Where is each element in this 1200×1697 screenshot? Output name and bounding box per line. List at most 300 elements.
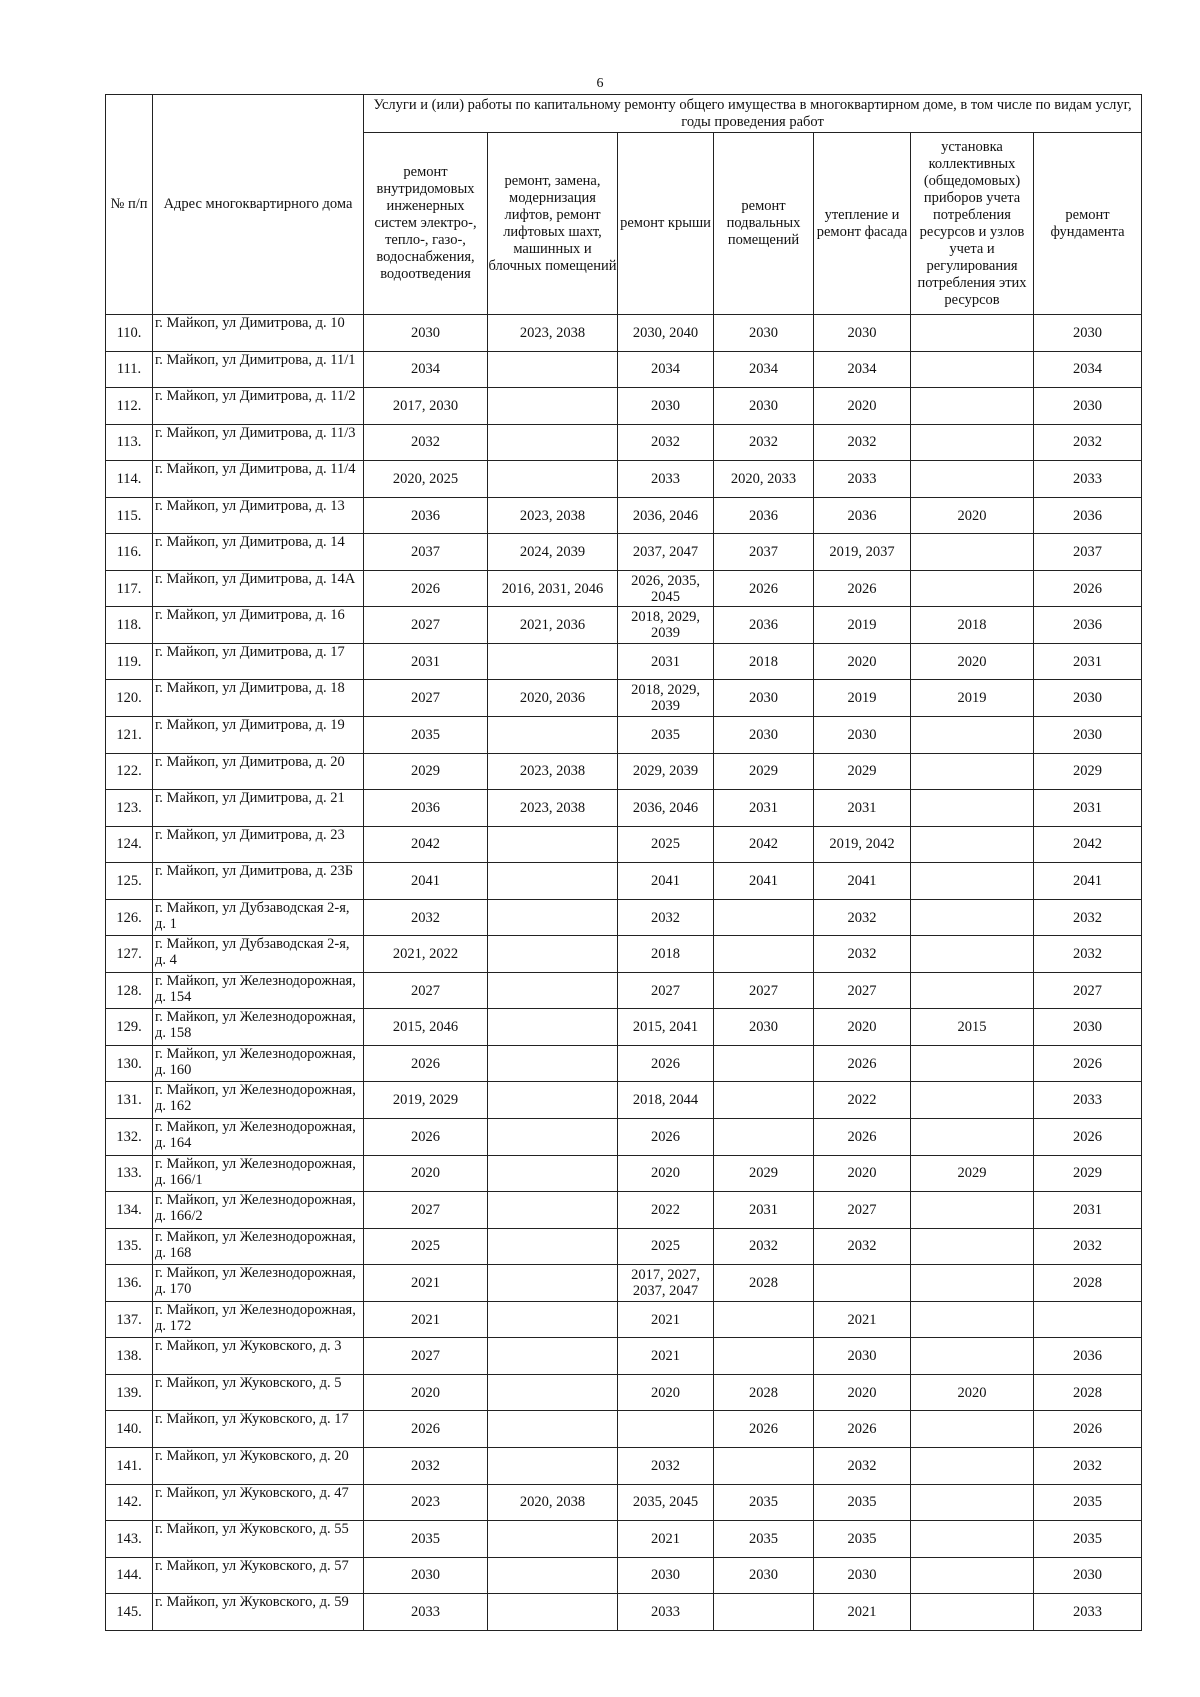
cell-facade: 2030 — [814, 1338, 911, 1375]
table-row — [106, 1045, 1142, 1082]
cell-meters — [911, 1521, 1034, 1558]
cell-meters — [911, 1484, 1034, 1521]
cell-meters — [911, 1411, 1034, 1448]
table-row — [106, 315, 1142, 352]
row-number: 139. — [106, 1374, 153, 1411]
cell-foundation: 2032 — [1034, 1228, 1142, 1265]
cell-engineering-systems: 2030 — [364, 1557, 488, 1594]
row-number: 136. — [106, 1265, 153, 1302]
cell-engineering-systems: 2036 — [364, 497, 488, 534]
cell-elevators — [488, 1338, 618, 1375]
cell-meters — [911, 1045, 1034, 1082]
cell-facade: 2029 — [814, 753, 911, 790]
cell-roof: 2033 — [618, 461, 714, 498]
cell-basement: 2030 — [714, 315, 814, 352]
table-row — [106, 1009, 1142, 1046]
cell-meters: 2020 — [911, 643, 1034, 680]
row-number: 141. — [106, 1447, 153, 1484]
cell-basement: 2032 — [714, 424, 814, 461]
row-number: 118. — [106, 607, 153, 644]
cell-foundation: 2029 — [1034, 753, 1142, 790]
cell-basement: 2036 — [714, 607, 814, 644]
cell-foundation: 2026 — [1034, 1119, 1142, 1156]
cell-roof: 2034 — [618, 351, 714, 388]
cell-facade: 2020 — [814, 1009, 911, 1046]
cell-elevators — [488, 936, 618, 973]
cell-engineering-systems: 2027 — [364, 607, 488, 644]
row-number: 111. — [106, 351, 153, 388]
cell-engineering-systems: 2027 — [364, 1192, 488, 1229]
cell-foundation: 2033 — [1034, 1082, 1142, 1119]
cell-facade: 2035 — [814, 1521, 911, 1558]
row-number: 131. — [106, 1082, 153, 1119]
row-address: г. Майкоп, ул Жуковского, д. 57 — [153, 1557, 364, 1594]
table-row — [106, 1265, 1142, 1302]
cell-basement: 2035 — [714, 1484, 814, 1521]
cell-meters — [911, 1301, 1034, 1338]
cell-roof: 2032 — [618, 899, 714, 936]
cell-engineering-systems: 2026 — [364, 1119, 488, 1156]
cell-basement: 2035 — [714, 1521, 814, 1558]
row-number: 119. — [106, 643, 153, 680]
row-address: г. Майкоп, ул Жуковского, д. 5 — [153, 1374, 364, 1411]
cell-meters — [911, 1265, 1034, 1302]
cell-elevators — [488, 461, 618, 498]
cell-engineering-systems: 2026 — [364, 1045, 488, 1082]
table-row — [106, 1447, 1142, 1484]
cell-roof: 2036, 2046 — [618, 497, 714, 534]
row-number: 128. — [106, 972, 153, 1009]
row-number: 117. — [106, 570, 153, 607]
table-row — [106, 899, 1142, 936]
cell-elevators — [488, 1521, 618, 1558]
row-number: 115. — [106, 497, 153, 534]
row-address: г. Майкоп, ул Димитрова, д. 17 — [153, 643, 364, 680]
cell-meters — [911, 1447, 1034, 1484]
cell-meters — [911, 1119, 1034, 1156]
table-row — [106, 534, 1142, 571]
row-address: г. Майкоп, ул Димитрова, д. 10 — [153, 315, 364, 352]
table-row — [106, 607, 1142, 644]
row-address: г. Майкоп, ул Железнодорожная, д. 166/2 — [153, 1192, 364, 1229]
cell-roof: 2018 — [618, 936, 714, 973]
cell-facade: 2032 — [814, 1228, 911, 1265]
row-address: г. Майкоп, ул Димитрова, д. 11/3 — [153, 424, 364, 461]
cell-foundation: 2036 — [1034, 607, 1142, 644]
row-address: г. Майкоп, ул Димитрова, д. 11/1 — [153, 351, 364, 388]
table-row — [106, 1228, 1142, 1265]
cell-facade: 2019, 2037 — [814, 534, 911, 571]
cell-meters — [911, 790, 1034, 827]
cell-facade: 2026 — [814, 1119, 911, 1156]
cell-basement — [714, 1594, 814, 1631]
row-number: 133. — [106, 1155, 153, 1192]
cell-basement: 2042 — [714, 826, 814, 863]
row-address: г. Майкоп, ул Димитрова, д. 14 — [153, 534, 364, 571]
cell-basement: 2020, 2033 — [714, 461, 814, 498]
cell-facade: 2020 — [814, 643, 911, 680]
row-number: 132. — [106, 1119, 153, 1156]
cell-roof: 2018, 2044 — [618, 1082, 714, 1119]
cell-engineering-systems: 2041 — [364, 863, 488, 900]
cell-meters — [911, 1228, 1034, 1265]
cell-elevators — [488, 717, 618, 754]
cell-facade: 2030 — [814, 315, 911, 352]
cell-facade: 2032 — [814, 899, 911, 936]
cell-meters — [911, 1082, 1034, 1119]
header-basement: ремонт подвальных помещений — [714, 133, 814, 315]
cell-roof: 2041 — [618, 863, 714, 900]
cell-meters — [911, 753, 1034, 790]
cell-roof: 2026 — [618, 1045, 714, 1082]
cell-foundation: 2031 — [1034, 790, 1142, 827]
cell-elevators: 2023, 2038 — [488, 790, 618, 827]
cell-facade: 2027 — [814, 972, 911, 1009]
cell-engineering-systems: 2021 — [364, 1301, 488, 1338]
row-address: г. Майкоп, ул Димитрова, д. 11/2 — [153, 388, 364, 425]
row-address: г. Майкоп, ул Жуковского, д. 59 — [153, 1594, 364, 1631]
cell-basement: 2030 — [714, 717, 814, 754]
header-foundation: ремонт фундамента — [1034, 133, 1142, 315]
cell-foundation: 2028 — [1034, 1374, 1142, 1411]
table-row — [106, 717, 1142, 754]
cell-engineering-systems: 2023 — [364, 1484, 488, 1521]
cell-foundation: 2033 — [1034, 461, 1142, 498]
cell-engineering-systems: 2026 — [364, 570, 488, 607]
row-number: 126. — [106, 899, 153, 936]
cell-engineering-systems: 2027 — [364, 1338, 488, 1375]
cell-facade: 2041 — [814, 863, 911, 900]
cell-roof: 2015, 2041 — [618, 1009, 714, 1046]
cell-foundation: 2026 — [1034, 1411, 1142, 1448]
cell-facade: 2027 — [814, 1192, 911, 1229]
cell-roof: 2033 — [618, 1594, 714, 1631]
cell-meters — [911, 534, 1034, 571]
cell-engineering-systems: 2032 — [364, 1447, 488, 1484]
cell-basement — [714, 1082, 814, 1119]
cell-foundation: 2026 — [1034, 570, 1142, 607]
cell-meters: 2029 — [911, 1155, 1034, 1192]
cell-facade: 2019 — [814, 607, 911, 644]
cell-basement: 2032 — [714, 1228, 814, 1265]
row-address: г. Майкоп, ул Железнодорожная, д. 164 — [153, 1119, 364, 1156]
cell-elevators: 2016, 2031, 2046 — [488, 570, 618, 607]
cell-roof: 2021 — [618, 1338, 714, 1375]
cell-elevators — [488, 643, 618, 680]
cell-meters — [911, 424, 1034, 461]
header-elevators: ремонт, замена, модернизация лифтов, ремонт лифтовых шахт, машинных и блочных помещений — [488, 133, 618, 315]
cell-meters: 2020 — [911, 1374, 1034, 1411]
cell-basement: 2026 — [714, 1411, 814, 1448]
cell-elevators — [488, 388, 618, 425]
cell-engineering-systems: 2026 — [364, 1411, 488, 1448]
row-address: г. Майкоп, ул Димитрова, д. 20 — [153, 753, 364, 790]
cell-roof: 2020 — [618, 1374, 714, 1411]
table-row — [106, 388, 1142, 425]
cell-meters — [911, 351, 1034, 388]
row-number: 114. — [106, 461, 153, 498]
cell-facade: 2020 — [814, 1374, 911, 1411]
cell-facade — [814, 1265, 911, 1302]
cell-facade: 2030 — [814, 1557, 911, 1594]
cell-elevators — [488, 351, 618, 388]
row-number: 142. — [106, 1484, 153, 1521]
cell-foundation: 2031 — [1034, 1192, 1142, 1229]
cell-roof: 2018, 2029, 2039 — [618, 607, 714, 644]
table-row — [106, 826, 1142, 863]
cell-foundation: 2028 — [1034, 1265, 1142, 1302]
cell-engineering-systems: 2015, 2046 — [364, 1009, 488, 1046]
cell-basement: 2028 — [714, 1374, 814, 1411]
cell-meters: 2020 — [911, 497, 1034, 534]
row-number: 124. — [106, 826, 153, 863]
cell-facade: 2022 — [814, 1082, 911, 1119]
cell-basement: 2030 — [714, 1009, 814, 1046]
row-number: 145. — [106, 1594, 153, 1631]
cell-roof — [618, 1411, 714, 1448]
cell-foundation: 2030 — [1034, 1557, 1142, 1594]
row-address: г. Майкоп, ул Димитрова, д. 19 — [153, 717, 364, 754]
table-row — [106, 1338, 1142, 1375]
cell-foundation: 2035 — [1034, 1521, 1142, 1558]
table-row — [106, 1411, 1142, 1448]
cell-foundation: 2037 — [1034, 534, 1142, 571]
cell-foundation: 2030 — [1034, 388, 1142, 425]
cell-roof: 2030 — [618, 1557, 714, 1594]
table-row — [106, 351, 1142, 388]
cell-roof: 2018, 2029, 2039 — [618, 680, 714, 717]
cell-foundation: 2036 — [1034, 497, 1142, 534]
cell-engineering-systems: 2020, 2025 — [364, 461, 488, 498]
cell-elevators: 2024, 2039 — [488, 534, 618, 571]
cell-elevators: 2020, 2036 — [488, 680, 618, 717]
cell-foundation: 2032 — [1034, 899, 1142, 936]
cell-basement: 2018 — [714, 643, 814, 680]
cell-elevators: 2021, 2036 — [488, 607, 618, 644]
row-number: 140. — [106, 1411, 153, 1448]
cell-elevators — [488, 1228, 618, 1265]
row-address: г. Майкоп, ул Железнодорожная, д. 168 — [153, 1228, 364, 1265]
table-row — [106, 1521, 1142, 1558]
cell-roof: 2030, 2040 — [618, 315, 714, 352]
cell-engineering-systems: 2037 — [364, 534, 488, 571]
cell-engineering-systems: 2034 — [364, 351, 488, 388]
cell-basement: 2031 — [714, 1192, 814, 1229]
cell-roof: 2020 — [618, 1155, 714, 1192]
cell-facade: 2026 — [814, 1411, 911, 1448]
cell-basement: 2034 — [714, 351, 814, 388]
row-number: 135. — [106, 1228, 153, 1265]
cell-elevators — [488, 1009, 618, 1046]
table-row — [106, 680, 1142, 717]
header-roof: ремонт крыши — [618, 133, 714, 315]
row-number: 127. — [106, 936, 153, 973]
row-address: г. Майкоп, ул Жуковского, д. 55 — [153, 1521, 364, 1558]
row-number: 122. — [106, 753, 153, 790]
cell-roof: 2036, 2046 — [618, 790, 714, 827]
row-number: 110. — [106, 315, 153, 352]
cell-facade: 2021 — [814, 1594, 911, 1631]
table-row — [106, 1484, 1142, 1521]
cell-elevators — [488, 1192, 618, 1229]
table-row — [106, 461, 1142, 498]
cell-basement — [714, 899, 814, 936]
cell-facade: 2032 — [814, 424, 911, 461]
row-address: г. Майкоп, ул Железнодорожная, д. 170 — [153, 1265, 364, 1302]
cell-engineering-systems: 2029 — [364, 753, 488, 790]
cell-elevators — [488, 1119, 618, 1156]
cell-foundation: 2030 — [1034, 1009, 1142, 1046]
cell-meters — [911, 936, 1034, 973]
cell-basement: 2029 — [714, 753, 814, 790]
cell-roof: 2037, 2047 — [618, 534, 714, 571]
cell-elevators — [488, 424, 618, 461]
table-row — [106, 1082, 1142, 1119]
cell-foundation: 2033 — [1034, 1594, 1142, 1631]
cell-meters — [911, 1557, 1034, 1594]
row-address: г. Майкоп, ул Димитрова, д. 21 — [153, 790, 364, 827]
row-number: 120. — [106, 680, 153, 717]
cell-meters — [911, 1594, 1034, 1631]
row-number: 116. — [106, 534, 153, 571]
table-row — [106, 863, 1142, 900]
cell-elevators — [488, 1155, 618, 1192]
cell-facade: 2026 — [814, 570, 911, 607]
table-row — [106, 1374, 1142, 1411]
cell-basement: 2026 — [714, 570, 814, 607]
table-row — [106, 936, 1142, 973]
cell-roof: 2032 — [618, 424, 714, 461]
cell-meters — [911, 826, 1034, 863]
cell-basement: 2030 — [714, 1557, 814, 1594]
row-number: 129. — [106, 1009, 153, 1046]
cell-engineering-systems: 2020 — [364, 1155, 488, 1192]
cell-foundation: 2030 — [1034, 680, 1142, 717]
cell-roof: 2030 — [618, 388, 714, 425]
cell-engineering-systems: 2035 — [364, 717, 488, 754]
cell-meters: 2019 — [911, 680, 1034, 717]
cell-foundation: 2029 — [1034, 1155, 1142, 1192]
cell-meters — [911, 717, 1034, 754]
cell-elevators — [488, 1594, 618, 1631]
cell-roof: 2031 — [618, 643, 714, 680]
cell-engineering-systems: 2027 — [364, 680, 488, 717]
cell-facade: 2031 — [814, 790, 911, 827]
cell-elevators — [488, 1411, 618, 1448]
header-address: Адрес многоквартирного дома — [153, 95, 364, 315]
cell-meters: 2018 — [911, 607, 1034, 644]
row-address: г. Майкоп, ул Железнодорожная, д. 162 — [153, 1082, 364, 1119]
cell-facade: 2032 — [814, 936, 911, 973]
cell-basement: 2029 — [714, 1155, 814, 1192]
header-facade: утепление и ремонт фасада — [814, 133, 911, 315]
cell-foundation: 2036 — [1034, 1338, 1142, 1375]
cell-roof: 2027 — [618, 972, 714, 1009]
cell-roof: 2021 — [618, 1521, 714, 1558]
cell-foundation: 2027 — [1034, 972, 1142, 1009]
cell-basement: 2031 — [714, 790, 814, 827]
cell-engineering-systems: 2017, 2030 — [364, 388, 488, 425]
cell-foundation: 2032 — [1034, 1447, 1142, 1484]
table-row — [106, 972, 1142, 1009]
row-address: г. Майкоп, ул Димитрова, д. 14А — [153, 570, 364, 607]
table-row — [106, 1119, 1142, 1156]
cell-facade: 2034 — [814, 351, 911, 388]
cell-facade: 2026 — [814, 1045, 911, 1082]
row-address: г. Майкоп, ул Димитрова, д. 13 — [153, 497, 364, 534]
cell-engineering-systems: 2032 — [364, 899, 488, 936]
cell-elevators — [488, 1374, 618, 1411]
cell-foundation: 2042 — [1034, 826, 1142, 863]
table-row — [106, 753, 1142, 790]
row-number: 125. — [106, 863, 153, 900]
cell-roof: 2025 — [618, 826, 714, 863]
cell-roof: 2035 — [618, 717, 714, 754]
table-row — [106, 1301, 1142, 1338]
cell-facade: 2030 — [814, 717, 911, 754]
table-body — [106, 315, 1142, 1631]
cell-elevators — [488, 972, 618, 1009]
cell-elevators: 2020, 2038 — [488, 1484, 618, 1521]
cell-basement — [714, 1045, 814, 1082]
table-row — [106, 643, 1142, 680]
cell-foundation — [1034, 1301, 1142, 1338]
cell-facade: 2033 — [814, 461, 911, 498]
cell-meters — [911, 972, 1034, 1009]
row-number: 144. — [106, 1557, 153, 1594]
cell-foundation: 2032 — [1034, 424, 1142, 461]
table-row — [106, 790, 1142, 827]
cell-meters — [911, 1192, 1034, 1229]
row-address: г. Майкоп, ул Димитрова, д. 18 — [153, 680, 364, 717]
table-row — [106, 497, 1142, 534]
cell-roof: 2029, 2039 — [618, 753, 714, 790]
cell-facade: 2036 — [814, 497, 911, 534]
row-address: г. Майкоп, ул Жуковского, д. 20 — [153, 1447, 364, 1484]
header-engineering-systems: ремонт внутридомовых инженерных систем электро-, тепло-, газо-, водоснабжения, водоотведения — [364, 133, 488, 315]
row-address: г. Майкоп, ул Димитрова, д. 11/4 — [153, 461, 364, 498]
cell-facade: 2021 — [814, 1301, 911, 1338]
row-number: 121. — [106, 717, 153, 754]
cell-foundation: 2031 — [1034, 643, 1142, 680]
cell-elevators — [488, 1557, 618, 1594]
row-address: г. Майкоп, ул Дубзаводская 2-я, д. 4 — [153, 936, 364, 973]
cell-foundation: 2030 — [1034, 315, 1142, 352]
cell-roof: 2017, 2027, 2037, 2047 — [618, 1265, 714, 1302]
cell-facade: 2019, 2042 — [814, 826, 911, 863]
cell-basement: 2027 — [714, 972, 814, 1009]
cell-meters: 2015 — [911, 1009, 1034, 1046]
row-address: г. Майкоп, ул Железнодорожная, д. 172 — [153, 1301, 364, 1338]
cell-engineering-systems: 2025 — [364, 1228, 488, 1265]
cell-basement: 2030 — [714, 388, 814, 425]
cell-facade: 2019 — [814, 680, 911, 717]
cell-elevators — [488, 1082, 618, 1119]
cell-engineering-systems: 2030 — [364, 315, 488, 352]
row-address: г. Майкоп, ул Дубзаводская 2-я, д. 1 — [153, 899, 364, 936]
row-address: г. Майкоп, ул Железнодорожная, д. 158 — [153, 1009, 364, 1046]
cell-engineering-systems: 2020 — [364, 1374, 488, 1411]
cell-engineering-systems: 2027 — [364, 972, 488, 1009]
row-address: г. Майкоп, ул Жуковского, д. 3 — [153, 1338, 364, 1375]
cell-foundation: 2041 — [1034, 863, 1142, 900]
cell-basement — [714, 1447, 814, 1484]
table-row — [106, 570, 1142, 607]
header-meters: установка коллективных (общедомовых) приборов учета потребления ресурсов и узлов учета и регулирования потребления этих ресурсов — [911, 133, 1034, 315]
table-row — [106, 1155, 1142, 1192]
cell-basement: 2041 — [714, 863, 814, 900]
cell-elevators — [488, 826, 618, 863]
